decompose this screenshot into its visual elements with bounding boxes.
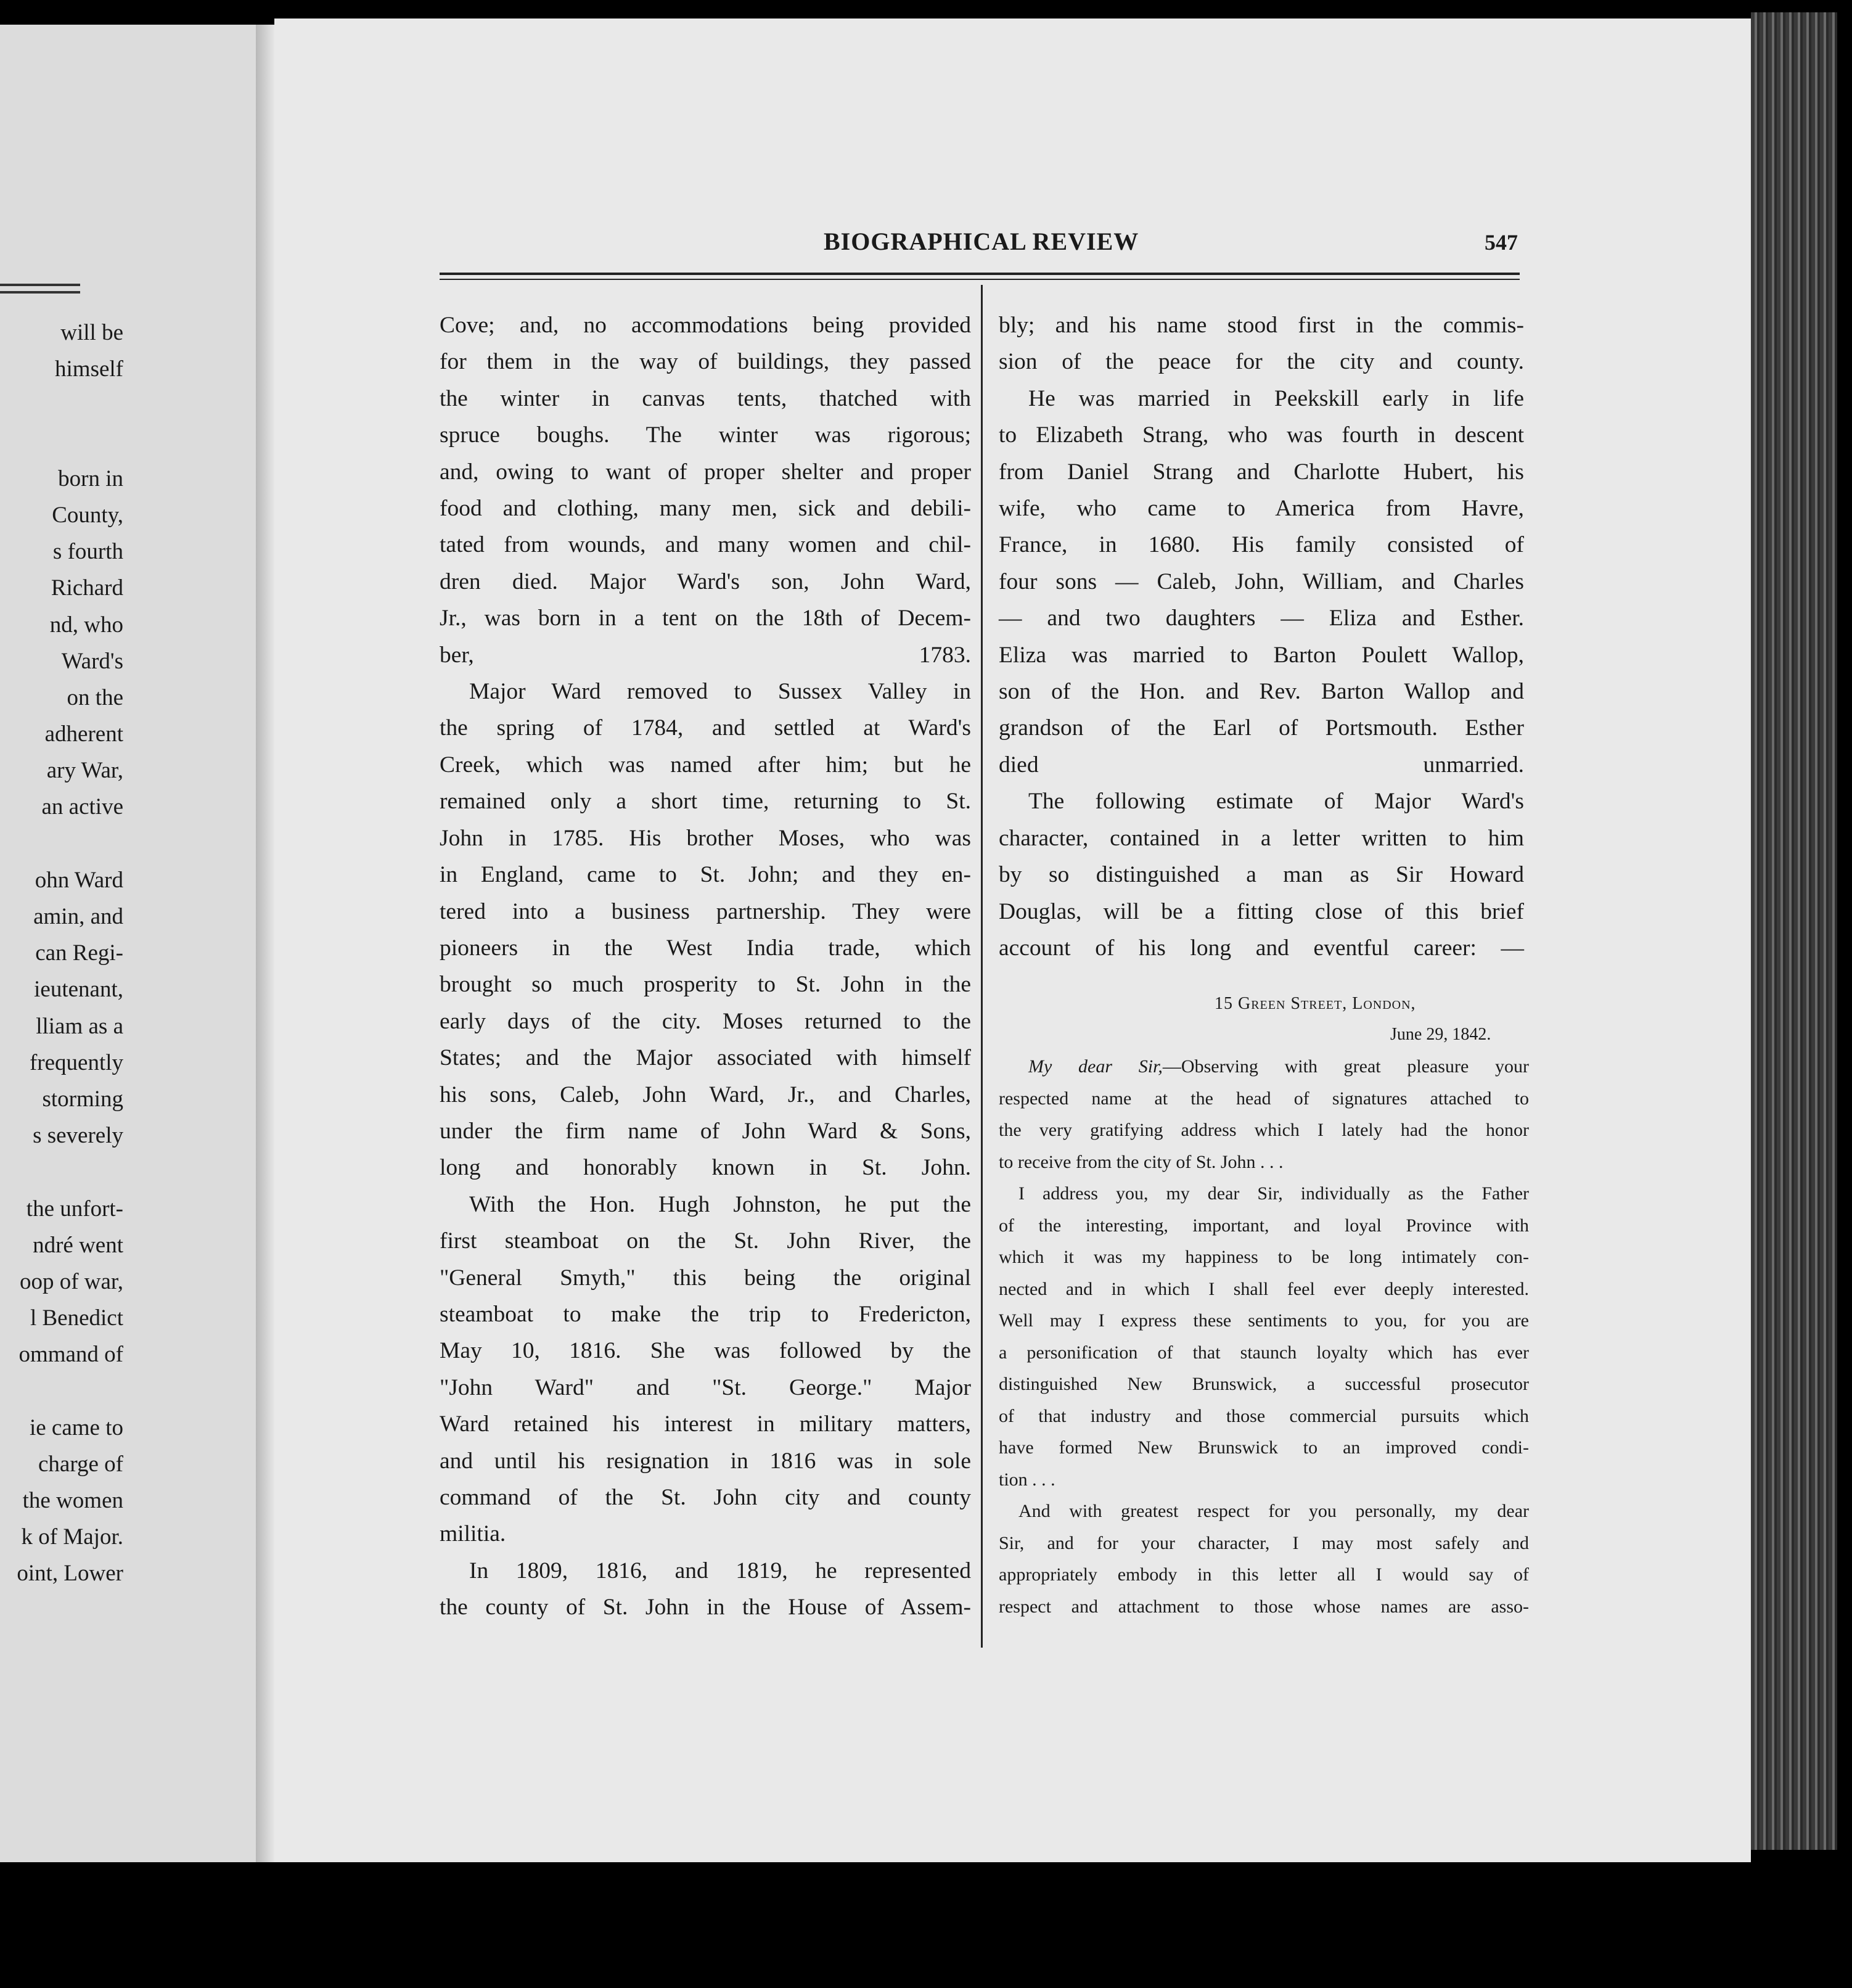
text-line: spruce boughs. The winter was rigorous;	[440, 422, 971, 448]
text-line: the winter in canvas tents, thatched with	[440, 385, 971, 411]
text-line: the spring of 1784, and settled at Ward's	[440, 715, 971, 741]
left-page-fragment: ndré went	[33, 1232, 123, 1258]
letter-line: the very gratifying address which I lately had the honor	[999, 1120, 1529, 1140]
letter-date: June 29, 1842.	[1390, 1025, 1491, 1044]
text-line: to Elizabeth Strang, who was fourth in descent	[999, 422, 1524, 448]
text-line: "John Ward" and "St. George." Major	[440, 1374, 971, 1400]
left-page-fragment	[0, 387, 123, 424]
text-line: With the Hon. Hugh Johnston, he put the	[469, 1191, 971, 1217]
text-line: John in 1785. His brother Moses, who was	[440, 825, 971, 851]
left-page-fragment: lliam as a	[36, 1013, 123, 1039]
text-line: bly; and his name stood first in the commis-	[999, 313, 1524, 338]
page-number: 547	[1485, 230, 1518, 255]
letter-address: 15 Green Street, London,	[1215, 994, 1416, 1013]
text-line: dren died. Major Ward's son, John Ward,	[440, 569, 971, 594]
paragraph	[999, 307, 1524, 380]
left-page-fragment: can Regi-	[35, 940, 123, 966]
letter-body	[999, 1051, 1529, 1622]
left-page-fragment: ieutenant,	[34, 977, 123, 1003]
letter-paragraph	[999, 1178, 1529, 1495]
right-column	[999, 307, 1524, 966]
left-page-fragment: will be	[60, 320, 123, 345]
left-page-fragment	[0, 424, 123, 461]
left-page-fragment: storming	[42, 1086, 123, 1112]
letter-line: Sir, and for your character, I may most safely and	[999, 1532, 1529, 1553]
left-page-fragment: an active	[41, 794, 123, 820]
text-line: May 10, 1816. She was followed by the	[440, 1338, 971, 1364]
letter-line: Well may I express these sentiments to you, for you are	[999, 1310, 1529, 1331]
text-line: remained only a short time, returning to St.	[440, 789, 971, 815]
letter-line: tion . . .	[999, 1469, 1055, 1490]
paragraph	[440, 307, 971, 673]
book-gutter	[256, 25, 274, 1862]
left-page-fragment	[0, 1154, 123, 1190]
letter-line: a personification of that staunch loyalty which has ever	[999, 1342, 1529, 1363]
text-line: and, owing to want of proper shelter and proper	[440, 459, 971, 485]
letter-salutation: My dear Sir,	[1028, 1056, 1163, 1077]
left-page-fragment: Richard	[51, 575, 123, 601]
text-line: son of the Hon. and Rev. Barton Wallop and	[999, 679, 1524, 705]
text-line: for them in the way of buildings, they passed	[440, 349, 971, 375]
left-page-fragment: nd, who	[49, 612, 123, 638]
text-line: Cove; and, no accommodations being provided	[440, 313, 971, 338]
text-line: account of his long and eventful career: —	[999, 935, 1524, 961]
header-rule-thin	[440, 279, 1520, 280]
left-page-fragment: the women	[22, 1488, 123, 1513]
left-page-fragment: ie came to	[29, 1415, 123, 1440]
letter-paragraph	[999, 1051, 1529, 1178]
text-line: food and clothing, many men, sick and debili-	[440, 496, 971, 522]
text-line: Major Ward removed to Sussex Valley in	[469, 679, 971, 705]
left-page-fragment: Ward's	[61, 648, 123, 674]
left-page-fragment: ommand of	[18, 1342, 123, 1368]
letter-line: distinguished New Brunswick, a successful prosecutor	[999, 1374, 1529, 1394]
paragraph	[999, 380, 1524, 783]
text-line: first steamboat on the St. John River, the	[440, 1228, 971, 1254]
paragraph	[440, 1553, 971, 1626]
letter-line: of that industry and those commercial pursuits which	[999, 1405, 1529, 1426]
letter-line: which it was my happiness to be long intimately con-	[999, 1247, 1529, 1267]
left-page-fragment: k of Major.	[21, 1524, 123, 1550]
letter-line: respected name at the head of signatures attached to	[999, 1088, 1529, 1109]
letter-line: appropriately embody in this letter all I would say of	[999, 1564, 1529, 1585]
left-page-fragment: frequently	[29, 1049, 123, 1075]
text-line: In 1809, 1816, and 1819, he represented	[469, 1558, 971, 1583]
text-line: his sons, Caleb, John Ward, Jr., and Charles,	[440, 1082, 971, 1107]
text-line: Douglas, will be a fitting close of this brief	[999, 898, 1524, 924]
left-page-fragment: s severely	[33, 1123, 123, 1149]
text-line: under the firm name of John Ward & Sons,	[440, 1118, 971, 1144]
text-line: grandson of the Earl of Portsmouth. Esther	[999, 715, 1524, 741]
left-page-fragment: amin, and	[33, 904, 123, 929]
text-line: sion of the peace for the city and county.	[999, 349, 1524, 375]
left-page-fragment: charge of	[38, 1451, 123, 1477]
text-line: He was married in Peekskill early in life	[1028, 385, 1524, 411]
paragraph	[440, 1186, 971, 1553]
text-line: — and two daughters — Eliza and Esther.	[999, 606, 1524, 631]
left-facing-page	[0, 25, 256, 1862]
text-line: France, in 1680. His family consisted of	[999, 532, 1524, 558]
text-line: pioneers in the West India trade, which	[440, 935, 971, 961]
text-line: militia.	[440, 1521, 506, 1547]
header-rule-thick	[440, 273, 1520, 275]
left-page-fragment: the unfort-	[26, 1196, 123, 1222]
letter-line-text: —Observing with great pleasure your	[1162, 1056, 1529, 1077]
text-line: brought so much prosperity to St. John in the	[440, 972, 971, 998]
paragraph	[440, 673, 971, 1186]
letter-line	[999, 1051, 1529, 1083]
text-line: Ward retained his interest in military matters,	[440, 1411, 971, 1437]
text-line: ber, 1783.	[440, 642, 971, 668]
text-line: tered into a business partnership. They were	[440, 898, 971, 924]
text-line: The following estimate of Major Ward's	[1028, 789, 1524, 815]
left-page-fragment: ohn Ward	[35, 867, 123, 893]
text-line: tated from wounds, and many women and chil-	[440, 532, 971, 558]
text-line: Jr., was born in a tent on the 18th of Decem-	[440, 606, 971, 631]
column-divider	[981, 285, 983, 1648]
text-line: States; and the Major associated with himself	[440, 1045, 971, 1071]
left-page-fragment: oint, Lower	[17, 1561, 123, 1587]
text-line: Creek, which was named after him; but he	[440, 752, 971, 778]
left-page-text-fragments	[0, 314, 123, 1592]
text-line: "General Smyth," this being the original	[440, 1265, 971, 1291]
left-page-fragment: himself	[55, 356, 123, 382]
text-line: early days of the city. Moses returned to the	[440, 1008, 971, 1034]
text-line: died unmarried.	[999, 752, 1524, 778]
letter-line: nected and in which I shall feel ever deeply interested.	[999, 1278, 1529, 1299]
letter-line: I address you, my dear Sir, individually as the Father	[1018, 1183, 1529, 1204]
left-page-fragment: County,	[52, 502, 123, 528]
page-edges	[1751, 12, 1837, 1850]
left-page-rule-top	[0, 284, 80, 286]
text-line: from Daniel Strang and Charlotte Hubert, his	[999, 459, 1524, 485]
text-line: wife, who came to America from Havre,	[999, 496, 1524, 522]
text-line: the county of St. John in the House of Assem-	[440, 1595, 971, 1620]
text-line: Eliza was married to Barton Poulett Wallop,	[999, 642, 1524, 668]
left-page-fragment	[0, 826, 123, 862]
left-page-fragment: l Benedict	[30, 1305, 123, 1331]
text-line: and until his resignation in 1816 was in sole	[440, 1448, 971, 1474]
left-page-rule-bottom	[0, 291, 80, 294]
text-line: in England, came to St. John; and they en-	[440, 862, 971, 888]
text-line: long and honorably known in St. John.	[440, 1155, 971, 1181]
letter-line: have formed New Brunswick to an improved condi-	[999, 1437, 1529, 1458]
running-head: BIOGRAPHICAL REVIEW	[824, 228, 1139, 255]
text-line: character, contained in a letter written to him	[999, 825, 1524, 851]
left-page-fragment	[0, 1373, 123, 1409]
left-page-fragment: born in	[58, 466, 123, 491]
left-page-fragment: ary War,	[46, 758, 123, 784]
text-line: by so distinguished a man as Sir Howard	[999, 862, 1524, 888]
letter-line: And with greatest respect for you personally, my dear	[1018, 1501, 1529, 1521]
left-page-fragment: s fourth	[52, 539, 123, 565]
letter-line: to receive from the city of St. John . . .	[999, 1151, 1284, 1172]
letter-paragraph	[999, 1495, 1529, 1622]
letter-line: respect and attachment to those whose names are asso-	[999, 1596, 1529, 1617]
text-line: steamboat to make the trip to Fredericton,	[440, 1301, 971, 1327]
left-page-fragment: oop of war,	[19, 1268, 123, 1294]
text-line: four sons — Caleb, John, William, and Charles	[999, 569, 1524, 594]
left-page-fragment: on the	[67, 684, 123, 710]
paragraph	[999, 783, 1524, 966]
letter-line: of the interesting, important, and loyal Province with	[999, 1215, 1529, 1236]
text-line: command of the St. John city and county	[440, 1485, 971, 1510]
left-column	[440, 307, 971, 1626]
left-page-fragment: adherent	[44, 721, 123, 747]
